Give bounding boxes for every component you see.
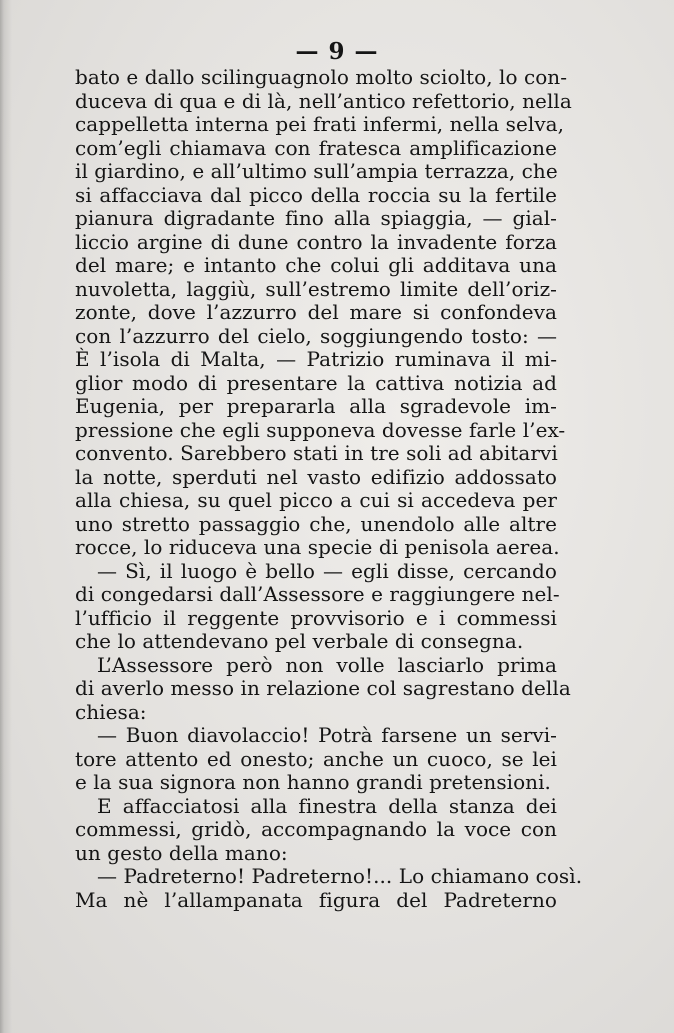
text-line: uno stretto passaggio che, unendolo alle altre	[75, 511, 557, 536]
text-line: duceva di qua e di là, nell’antico refettorio, nella	[75, 88, 572, 113]
page-number: — 9 —	[295, 38, 379, 65]
text-line: un gesto della mano:	[75, 840, 288, 865]
text-line: liccio argine di dune contro la invadente forza	[75, 229, 557, 254]
text-line: di averlo messo in relazione col sagrestano della	[75, 676, 571, 700]
text-line: e la sua signora non hanno grandi pretensioni.	[75, 770, 551, 794]
text-line: chiesa:	[75, 699, 147, 724]
body-text	[75, 65, 583, 912]
text-line: nuvoletta, laggiù, sull’estremo limite dell’oriz-	[75, 276, 557, 301]
text-line: che lo attendevano pel verbale di consegna.	[75, 629, 524, 653]
text-line: — Padreterno! Padreterno!... Lo chiamano così.	[97, 864, 583, 888]
text-line: com’egli chiamava con fratesca amplificazione	[75, 135, 557, 160]
text-line: la notte, sperduti nel vasto edifizio addossato	[75, 464, 557, 489]
text-line: convento. Sarebbero stati in tre soli ad abitarvi	[75, 441, 558, 465]
text-line: bato e dallo scilinguagnolo molto sciolto, lo con-	[75, 65, 568, 89]
text-line: si affacciava dal picco della roccia su la fertile	[75, 182, 557, 207]
text-line: il giardino, e all’ultimo sull’ampia terrazza, che	[75, 159, 558, 183]
text-line: pressione che egli supponeva dovesse farle l’ex-	[75, 417, 566, 442]
text-line: Eugenia, per prepararla alla sgradevole im-	[75, 394, 557, 418]
text-line: glior modo di presentare la cattiva notizia ad	[75, 370, 557, 395]
text-line: con l’azzurro del cielo, soggiungendo tosto: —	[75, 323, 557, 348]
text-line: zonte, dove l’azzurro del mare si confondeva	[75, 300, 557, 324]
text-line: pianura digradante fino alla spiaggia, — gial-	[75, 206, 557, 230]
text-line: l’ufficio il reggente provvisorio e i commessi	[75, 605, 557, 630]
text-line: commessi, gridò, accompagnando la voce con	[75, 817, 557, 841]
text-line: Ma nè l’allampanata figura del Padreterno	[75, 887, 557, 912]
text-line: — Buon diavolaccio! Potrà farsene un servi-	[97, 723, 557, 747]
text-line: alla chiesa, su quel picco a cui si accedeva per	[75, 488, 557, 512]
text-line: L’Assessore però non volle lasciarlo prima	[97, 652, 557, 677]
text-line: cappelletta interna pei frati infermi, nella selva,	[75, 112, 565, 136]
text-line: È l’isola di Malta, — Patrizio ruminava il mi-	[75, 347, 557, 371]
text-line: rocce, lo riduceva una specie di penisola aerea.	[75, 535, 560, 559]
text-line: del mare; e intanto che colui gli additava una	[75, 253, 557, 277]
text-line: di congedarsi dall’Assessore e raggiungere nel-	[75, 582, 560, 606]
text-line: — Sì, il luogo è bello — egli disse, cercando	[97, 558, 557, 583]
text-line: tore attento ed onesto; anche un cuoco, se lei	[75, 746, 557, 771]
text-line: E affacciatosi alla finestra della stanza dei	[97, 793, 557, 818]
